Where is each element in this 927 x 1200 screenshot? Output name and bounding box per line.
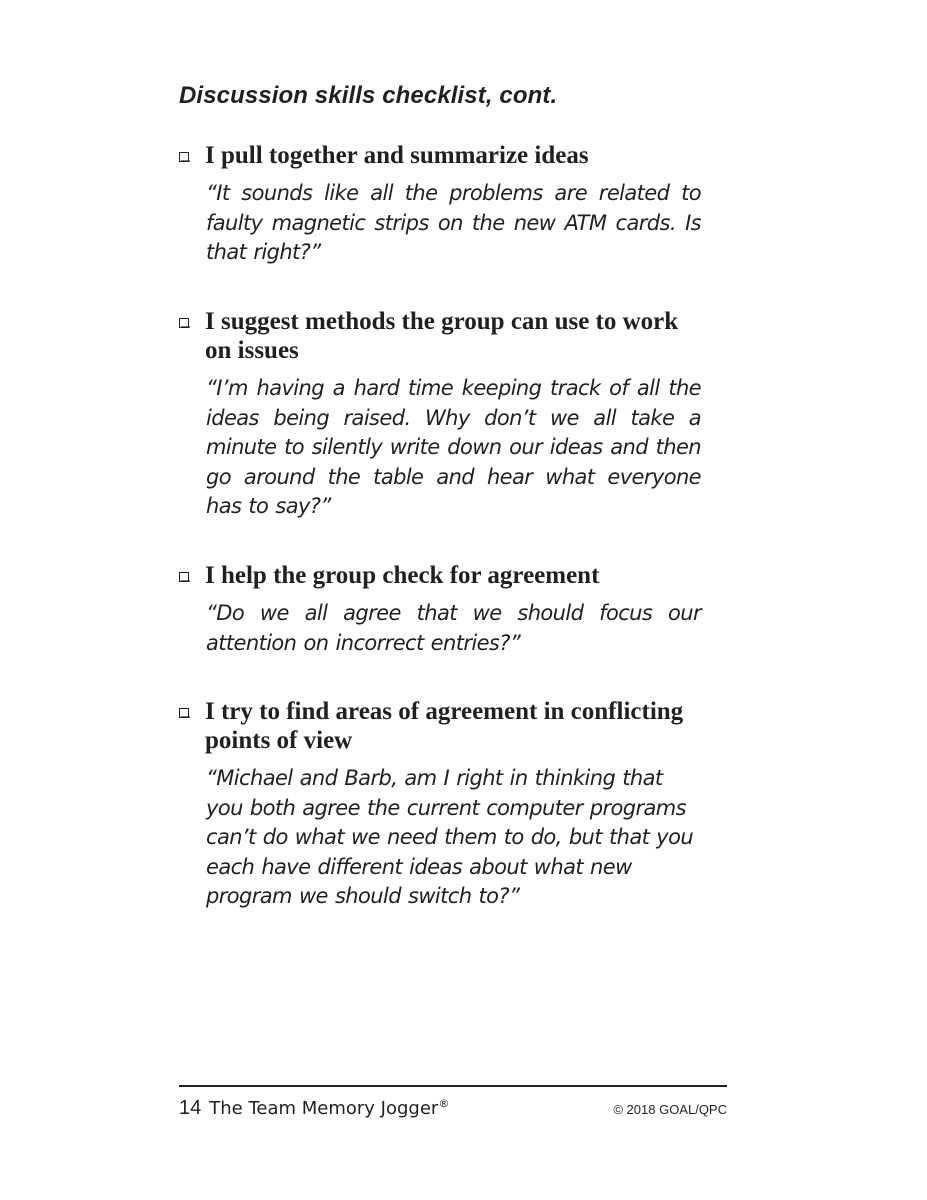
checkbox-icon (179, 152, 189, 162)
page-heading: Discussion skills checklist, cont. (179, 82, 558, 109)
checklist-item-header (179, 307, 709, 365)
checklist-item (179, 697, 709, 912)
page-number: 14 (179, 1097, 202, 1119)
checklist-item (179, 307, 709, 522)
checklist-item-title: I pull together and summarize ideas (205, 142, 589, 169)
footer-divider (179, 1085, 727, 1087)
checklist-item-header (179, 561, 709, 590)
book-title: The Team Memory Jogger (209, 1098, 439, 1119)
checkbox-icon (179, 572, 189, 582)
copyright-notice: © 2018 GOAL/QPC (613, 1102, 727, 1117)
checklist-item-quote: “It sounds like all the problems are related to faulty magnetic strips on the new ATM cards. Is that right?” (206, 181, 701, 264)
checklist-item-title: I suggest methods the group can use to work on issues (205, 308, 679, 364)
checklist-item (179, 141, 709, 268)
footer-left (179, 1097, 449, 1120)
checklist-item-quote: “I’m having a hard time keeping track of all the ideas being raised. Why don’t we all take a minute to silently write down our ideas and then go around the table and hear what everyone has to say?” (206, 376, 701, 518)
checkbox-icon (179, 318, 189, 328)
checklist-item-quote: “Michael and Barb, am I right in thinking that you both agree the current computer programs can’t do what we need them to do, but that you each have different ideas about what new program we should switch to?” (206, 766, 694, 908)
checklist-item (179, 561, 709, 658)
checklist-item-header (179, 141, 709, 170)
checklist-item-quote: “Do we all agree that we should focus our attention on incorrect entries?” (206, 601, 701, 655)
checklist-item-title: I try to find areas of agreement in conflicting points of view (205, 698, 684, 754)
registered-mark: ® (438, 1097, 450, 1110)
checklist-item-title: I help the group check for agreement (205, 562, 600, 589)
checklist-item-header (179, 697, 709, 755)
checkbox-icon (179, 708, 189, 718)
